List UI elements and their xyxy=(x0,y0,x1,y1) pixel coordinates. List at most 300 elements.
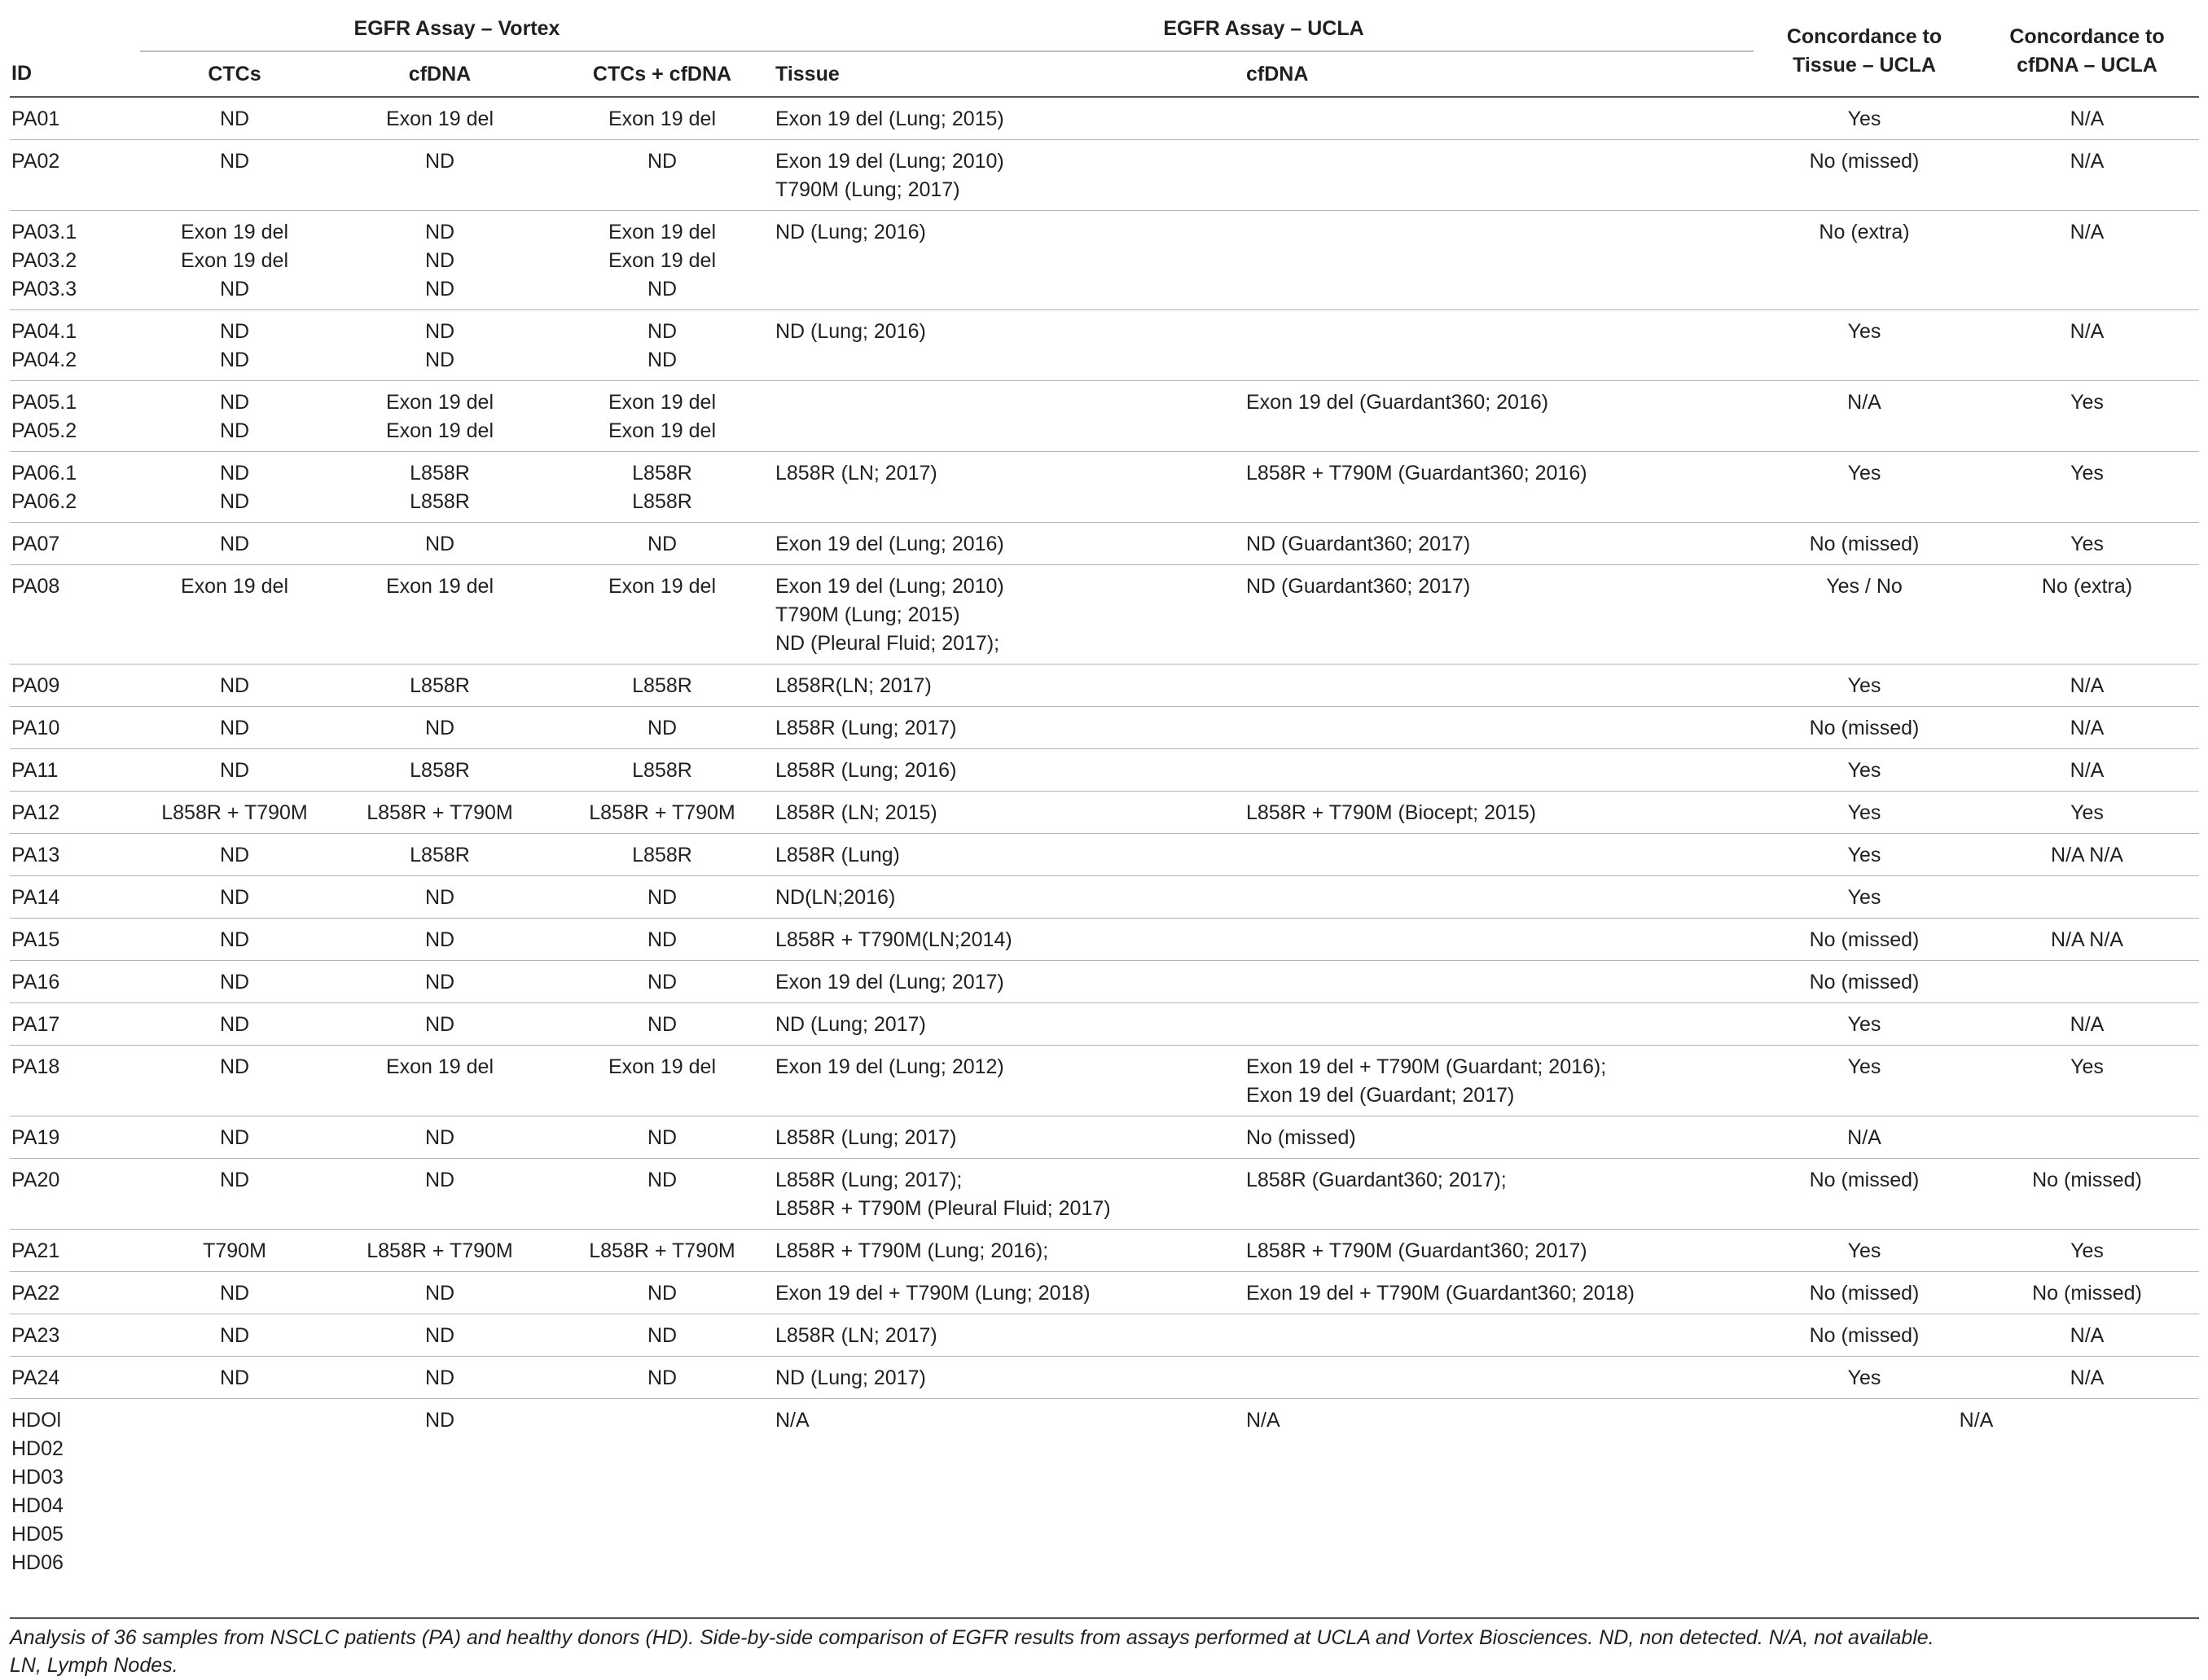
ctcs-cell-line: L858R + T790M xyxy=(161,801,308,824)
ctcs-cell-line: ND xyxy=(219,886,250,909)
cfdna-cell-line: ND xyxy=(424,1282,455,1305)
table-caption xyxy=(10,1617,2199,1679)
cfdna-cell-line: ND xyxy=(424,533,455,555)
id-cell-line: PA02 xyxy=(11,150,60,173)
concordance-cfdna-cell: No (extra) xyxy=(1975,565,2199,665)
id-cell-line: PA16 xyxy=(11,971,60,994)
ctcs-cell-line: ND xyxy=(219,1169,250,1191)
ctcs-cell xyxy=(140,452,329,523)
id-cell-line: PA07 xyxy=(11,533,60,555)
id-cell-line: PA06.2 xyxy=(11,490,77,513)
concordance-cfdna-cell: N/A xyxy=(1975,1314,2199,1357)
id-cell-line: PA12 xyxy=(11,801,60,824)
concordance-cfdna-header xyxy=(1975,7,2199,97)
tissue-cell-line: Exon 19 del (Lung; 2017) xyxy=(775,971,1004,994)
ctcs-cell xyxy=(140,1357,329,1399)
id-cell xyxy=(10,310,140,381)
ctcs-cell-line: T790M xyxy=(203,1239,266,1262)
cfdna-cell xyxy=(329,707,551,749)
id-cell-line: PA06.1 xyxy=(11,462,77,485)
ctcs-cell-line: ND xyxy=(219,1366,250,1389)
tissue-cell-line: ND (Pleural Fluid; 2017); xyxy=(775,632,1000,655)
ucla-cfdna-cell xyxy=(1244,565,1754,665)
id-cell-line: PA11 xyxy=(11,759,59,782)
cfdna-cell-line: ND xyxy=(424,1366,455,1389)
ctcs-cell-line: ND xyxy=(219,349,250,371)
cfdna-cell-line: ND xyxy=(424,928,455,951)
tissue-cell-line: Exon 19 del (Lung; 2016) xyxy=(775,533,1004,555)
id-cell xyxy=(10,961,140,1003)
concordance-cfdna-cell: N/A xyxy=(1975,310,2199,381)
concordance-cfdna-cell: N/A xyxy=(1975,1357,2199,1399)
concordance-cfdna-cell: N/A xyxy=(1975,749,2199,792)
id-cell-line: PA14 xyxy=(11,886,60,909)
cfdna-cell-line: L858R xyxy=(410,490,470,513)
concordance-cfdna-cell: N/A xyxy=(1975,707,2199,749)
ctcs-cell-line: ND xyxy=(219,1282,250,1305)
table-row xyxy=(10,565,2199,665)
ctcs-cell-line: ND xyxy=(219,844,250,866)
tissue-cell xyxy=(774,1357,1244,1399)
ucla-cfdna-cell xyxy=(1244,1314,1754,1357)
ctcs-cfdna-cell-line: ND xyxy=(647,928,678,951)
concordance-cfdna-cell: Yes xyxy=(1975,792,2199,834)
cfdna-cell: ND xyxy=(329,1399,551,1584)
id-cell-line: HDOl xyxy=(11,1409,62,1432)
cfdna-cell-line: ND xyxy=(424,886,455,909)
concordance-cfdna-cell: Yes xyxy=(1975,523,2199,565)
ucla-cfdna-header: cfDNA xyxy=(1244,51,1754,97)
ctcs-cfdna-cell-line: ND xyxy=(647,320,678,343)
ctcs-cfdna-cell-line: ND xyxy=(647,1282,678,1305)
ctcs-cfdna-cell xyxy=(551,1230,774,1272)
cfdna-cell xyxy=(329,381,551,452)
cfdna-cell-line: L858R xyxy=(410,674,470,697)
ctcs-cfdna-cell-line: ND xyxy=(647,278,678,300)
table-row xyxy=(10,1357,2199,1399)
id-cell-line: PA03.2 xyxy=(11,249,77,272)
cfdna-cell-line: ND xyxy=(424,1324,455,1347)
tissue-cell xyxy=(774,961,1244,1003)
ctcs-cfdna-cell xyxy=(551,1159,774,1230)
ctcs-cfdna-cell-line: Exon 19 del xyxy=(608,221,717,243)
ctcs-cfdna-cell-line: ND xyxy=(647,1013,678,1036)
table-row xyxy=(10,1230,2199,1272)
cfdna-cell xyxy=(329,1272,551,1314)
ctcs-cfdna-cell-line: Exon 19 del xyxy=(608,391,717,414)
ctcs-cell-line: ND xyxy=(219,717,250,739)
table-row xyxy=(10,1046,2199,1116)
ctcs-cell-line: ND xyxy=(219,1126,250,1149)
ctcs-cfdna-cell-line: ND xyxy=(647,1366,678,1389)
ucla-cfdna-cell-line: L858R (Guardant360; 2017); xyxy=(1246,1169,1507,1191)
ucla-cfdna-cell xyxy=(1244,876,1754,919)
concordance-tissue-cell: Yes xyxy=(1754,97,1975,140)
id-cell xyxy=(10,876,140,919)
id-cell-line: PA15 xyxy=(11,928,60,951)
ctcs-header: CTCs xyxy=(140,51,329,97)
id-cell-line: PA20 xyxy=(11,1169,60,1191)
id-cell-line: PA10 xyxy=(11,717,60,739)
table-row xyxy=(10,876,2199,919)
id-cell-line: HD06 xyxy=(11,1551,64,1574)
id-cell-line: PA08 xyxy=(11,575,60,598)
ctcs-cell-line: ND xyxy=(219,1324,250,1347)
ucla-cfdna-cell xyxy=(1244,310,1754,381)
ctcs-cell-line: ND xyxy=(219,1013,250,1036)
ctcs-cfdna-cell-line: L858R + T790M xyxy=(589,1239,735,1262)
concordance-tissue-header-line2: Tissue – UCLA xyxy=(1793,54,1936,77)
concordance-cfdna-cell: Yes xyxy=(1975,381,2199,452)
tissue-cell xyxy=(774,97,1244,140)
concordance-cfdna-cell: N/A xyxy=(1975,1003,2199,1046)
id-cell xyxy=(10,665,140,707)
cfdna-cell-line: Exon 19 del xyxy=(385,419,494,442)
table-row xyxy=(10,961,2199,1003)
healthy-donor-row xyxy=(10,1399,2199,1584)
ctcs-cell xyxy=(140,1046,329,1116)
ctcs-cfdna-cell xyxy=(551,97,774,140)
concordance-tissue-cell: Yes xyxy=(1754,1357,1975,1399)
ctcs-cell xyxy=(140,707,329,749)
ucla-cfdna-cell xyxy=(1244,919,1754,961)
ctcs-cell xyxy=(140,834,329,876)
tissue-cell xyxy=(774,792,1244,834)
ucla-cfdna-cell xyxy=(1244,1116,1754,1159)
ucla-cfdna-cell-line: ND (Guardant360; 2017) xyxy=(1246,575,1471,598)
cfdna-cell xyxy=(329,523,551,565)
ctcs-cfdna-cell xyxy=(551,211,774,310)
concordance-tissue-cell: No (missed) xyxy=(1754,1314,1975,1357)
ctcs-cfdna-cell-line: ND xyxy=(647,1324,678,1347)
id-cell xyxy=(10,140,140,211)
table-row xyxy=(10,211,2199,310)
id-cell-line: PA09 xyxy=(11,674,60,697)
tissue-cell-line: T790M (Lung; 2015) xyxy=(775,603,960,626)
concordance-tissue-cell: No (missed) xyxy=(1754,523,1975,565)
results-table-wrapper xyxy=(10,7,2199,1583)
tissue-cell xyxy=(774,919,1244,961)
cfdna-cell xyxy=(329,211,551,310)
ctcs-cell-line: Exon 19 del xyxy=(180,221,289,243)
tissue-cell-line: T790M (Lung; 2017) xyxy=(775,178,960,201)
id-cell-line: PA03.1 xyxy=(11,221,77,243)
tissue-cell-line: ND (Lung; 2016) xyxy=(775,221,926,243)
cfdna-cell-line: L858R xyxy=(410,759,470,782)
table-row xyxy=(10,792,2199,834)
ctcs-cell-line: ND xyxy=(219,971,250,994)
ctcs-cfdna-cell xyxy=(551,1357,774,1399)
tissue-cell xyxy=(774,310,1244,381)
id-cell-line: HD02 xyxy=(11,1437,64,1460)
tissue-cell xyxy=(774,1314,1244,1357)
concordance-cfdna-cell: N/A xyxy=(1975,211,2199,310)
tissue-cell xyxy=(774,876,1244,919)
tissue-cell: N/A xyxy=(774,1399,1244,1584)
concordance-tissue-cell: No (missed) xyxy=(1754,707,1975,749)
id-cell-line: PA18 xyxy=(11,1055,60,1078)
tissue-cell xyxy=(774,665,1244,707)
cfdna-cell-line: L858R + T790M xyxy=(367,1239,513,1262)
ctcs-cfdna-cell xyxy=(551,961,774,1003)
ctcs-cfdna-cell xyxy=(551,707,774,749)
id-cell-line: PA05.1 xyxy=(11,391,77,414)
concordance-tissue-cell: No (missed) xyxy=(1754,1272,1975,1314)
cfdna-cell xyxy=(329,97,551,140)
concordance-cfdna-cell: N/A xyxy=(1975,97,2199,140)
cfdna-cell-line: ND xyxy=(424,278,455,300)
tissue-cell-line: Exon 19 del (Lung; 2012) xyxy=(775,1055,1004,1078)
ucla-cfdna-cell-line: ND (Guardant360; 2017) xyxy=(1246,533,1471,555)
ctcs-cfdna-cell-line: L858R xyxy=(632,462,692,485)
table-body xyxy=(10,97,2199,1583)
concordance-tissue-cell: No (extra) xyxy=(1754,211,1975,310)
tissue-cell-line: L858R (Lung; 2016) xyxy=(775,759,957,782)
concordance-tissue-cell: No (missed) xyxy=(1754,140,1975,211)
concordance-tissue-cell: Yes xyxy=(1754,665,1975,707)
tissue-cell xyxy=(774,381,1244,452)
tissue-cell-line: L858R + T790M(LN;2014) xyxy=(775,928,1012,951)
tissue-cell xyxy=(774,565,1244,665)
ctcs-cell-line: ND xyxy=(219,674,250,697)
tissue-cell-line: L858R (Lung) xyxy=(775,844,900,866)
ctcs-cell xyxy=(140,1116,329,1159)
cfdna-cell-line: ND xyxy=(424,150,455,173)
ctcs-cell-line: Exon 19 del xyxy=(180,575,289,598)
ctcs-cfdna-cell-line: Exon 19 del xyxy=(608,575,717,598)
table-row xyxy=(10,140,2199,211)
cfdna-cell-line: ND xyxy=(424,1169,455,1191)
ctcs-cfdna-cell-line: ND xyxy=(647,349,678,371)
ctcs-cfdna-cell-line: Exon 19 del xyxy=(608,107,717,130)
cfdna-cell xyxy=(329,1116,551,1159)
id-cell xyxy=(10,565,140,665)
id-cell-line: HD03 xyxy=(11,1466,64,1489)
tissue-cell-line: ND (Lung; 2017) xyxy=(775,1013,926,1036)
tissue-cell xyxy=(774,707,1244,749)
ctcs-cfdna-cell xyxy=(551,310,774,381)
cfdna-cell-line: ND xyxy=(424,1126,455,1149)
ctcs-cell xyxy=(140,665,329,707)
tissue-cell-line: L858R (Lung; 2017); xyxy=(775,1169,963,1191)
ctcs-cell xyxy=(140,1272,329,1314)
ctcs-cfdna-cell-line: ND xyxy=(647,971,678,994)
id-cell xyxy=(10,834,140,876)
ctcs-cell-line: ND xyxy=(219,278,250,300)
table-row xyxy=(10,1272,2199,1314)
ctcs-cell xyxy=(140,1314,329,1357)
concordance-tissue-cell: No (missed) xyxy=(1754,1159,1975,1230)
ctcs-cfdna-cell xyxy=(551,876,774,919)
table-row xyxy=(10,1314,2199,1357)
ctcs-cell xyxy=(140,961,329,1003)
ctcs-cfdna-cell-line: L858R xyxy=(632,490,692,513)
table-row xyxy=(10,1116,2199,1159)
table-row xyxy=(10,97,2199,140)
id-cell xyxy=(10,452,140,523)
concordance-tissue-cell: Yes / No xyxy=(1754,565,1975,665)
cfdna-cell-line: ND xyxy=(424,349,455,371)
cfdna-cell-line: L858R xyxy=(410,462,470,485)
ctcs-cell xyxy=(140,565,329,665)
ctcs-cell xyxy=(140,381,329,452)
caption-line-1: Analysis of 36 samples from NSCLC patients (PA) and healthy donors (HD). Side-by-side comparison of EGFR results from assays performed at UCLA and Vortex Biosciences. ND, non detected. N/A, not available. xyxy=(10,1626,1934,1649)
tissue-cell-line: ND (Lung; 2016) xyxy=(775,320,926,343)
tissue-cell-line: L858R + T790M (Lung; 2016); xyxy=(775,1239,1049,1262)
ctcs-cfdna-cell-line: L858R xyxy=(632,674,692,697)
id-header: ID xyxy=(10,51,140,97)
cfdna-cell-line: ND xyxy=(424,249,455,272)
ctcs-cfdna-cell xyxy=(551,140,774,211)
tissue-cell-line: L858R (LN; 2017) xyxy=(775,1324,937,1347)
ctcs-cell-line: ND xyxy=(219,1055,250,1078)
tissue-cell xyxy=(774,1159,1244,1230)
tissue-cell-line: Exon 19 del + T790M (Lung; 2018) xyxy=(775,1282,1091,1305)
tissue-cell-line: ND(LN;2016) xyxy=(775,886,896,909)
ctcs-cell xyxy=(140,792,329,834)
tissue-cell-line: L858R (Lung; 2017) xyxy=(775,717,957,739)
id-cell-line: PA04.2 xyxy=(11,349,77,371)
id-cell xyxy=(10,381,140,452)
concordance-tissue-header-line1: Concordance to xyxy=(1786,25,1942,48)
id-cell-line: PA19 xyxy=(11,1126,60,1149)
ctcs-cell-line: ND xyxy=(219,419,250,442)
ucla-cfdna-cell-line: L858R + T790M (Biocept; 2015) xyxy=(1246,801,1537,824)
concordance-tissue-cell: N/A xyxy=(1754,381,1975,452)
concordance-cfdna-cell: N/A N/A xyxy=(1975,919,2199,961)
ucla-cfdna-cell xyxy=(1244,97,1754,140)
ucla-cfdna-cell xyxy=(1244,523,1754,565)
id-cell xyxy=(10,1357,140,1399)
ucla-cfdna-cell xyxy=(1244,1159,1754,1230)
cfdna-cell xyxy=(329,1314,551,1357)
ctcs-cfdna-cell-line: ND xyxy=(647,717,678,739)
concordance-cfdna-cell: Yes xyxy=(1975,452,2199,523)
ctcs-cell-line: ND xyxy=(219,150,250,173)
ctcs-cell xyxy=(140,919,329,961)
ctcs-cfdna-cell-line: ND xyxy=(647,150,678,173)
ctcs-cell xyxy=(140,97,329,140)
ctcs-cell xyxy=(140,876,329,919)
cfdna-cell xyxy=(329,665,551,707)
tissue-cell-line: L858R (Lung; 2017) xyxy=(775,1126,957,1149)
cfdna-cell xyxy=(329,1003,551,1046)
table-row xyxy=(10,665,2199,707)
concordance-cell: N/A xyxy=(1754,1399,2199,1584)
tissue-cell xyxy=(774,140,1244,211)
id-cell xyxy=(10,1003,140,1046)
ctcs-cell-line: Exon 19 del xyxy=(180,249,289,272)
concordance-cfdna-header-line2: cfDNA – UCLA xyxy=(2017,54,2158,77)
ctcs-cfdna-cell xyxy=(551,1046,774,1116)
ucla-cfdna-cell xyxy=(1244,381,1754,452)
table-row xyxy=(10,707,2199,749)
ctcs-cell xyxy=(140,1159,329,1230)
cfdna-cell xyxy=(329,452,551,523)
cfdna-cell xyxy=(329,1046,551,1116)
cfdna-cell xyxy=(329,919,551,961)
ucla-cfdna-cell-line: No (missed) xyxy=(1246,1126,1356,1149)
concordance-tissue-cell: N/A xyxy=(1754,1116,1975,1159)
tissue-header: Tissue xyxy=(774,51,1244,97)
concordance-tissue-cell: Yes xyxy=(1754,792,1975,834)
ucla-cfdna-cell-line: Exon 19 del + T790M (Guardant; 2016); xyxy=(1246,1055,1607,1078)
ctcs-cell xyxy=(140,211,329,310)
egfr-results-table xyxy=(10,7,2199,1583)
ctcs-cfdna-cell xyxy=(551,749,774,792)
cfdna-cell xyxy=(329,1357,551,1399)
id-cell xyxy=(10,707,140,749)
tissue-cell xyxy=(774,834,1244,876)
ucla-cfdna-cell xyxy=(1244,1357,1754,1399)
cfdna-cell-line: ND xyxy=(424,1013,455,1036)
cfdna-cell xyxy=(329,749,551,792)
table-row xyxy=(10,834,2199,876)
id-cell xyxy=(10,1159,140,1230)
ctcs-cell-line: ND xyxy=(219,107,250,130)
table-row xyxy=(10,749,2199,792)
id-cell xyxy=(10,211,140,310)
ctcs-cfdna-cell xyxy=(551,1116,774,1159)
ucla-cfdna-cell xyxy=(1244,1272,1754,1314)
id-cell xyxy=(10,792,140,834)
ucla-cfdna-cell xyxy=(1244,665,1754,707)
cfdna-cell-line: L858R xyxy=(410,844,470,866)
concordance-tissue-cell: Yes xyxy=(1754,310,1975,381)
cfdna-cell xyxy=(329,310,551,381)
id-cell xyxy=(10,749,140,792)
ctcs-cfdna-cell xyxy=(551,834,774,876)
id-cell-line: PA05.2 xyxy=(11,419,77,442)
table-row xyxy=(10,523,2199,565)
table-row xyxy=(10,1159,2199,1230)
table-row xyxy=(10,381,2199,452)
tissue-cell-line: ND (Lung; 2017) xyxy=(775,1366,926,1389)
cfdna-cell xyxy=(329,1159,551,1230)
ctcs-cfdna-cell-line: L858R + T790M xyxy=(589,801,735,824)
id-cell-line: PA04.1 xyxy=(11,320,77,343)
concordance-cfdna-header-line1: Concordance to xyxy=(2009,25,2165,48)
cfdna-cell-line: L858R + T790M xyxy=(367,801,513,824)
concordance-tissue-cell: Yes xyxy=(1754,1230,1975,1272)
table-row xyxy=(10,1003,2199,1046)
concordance-tissue-cell: Yes xyxy=(1754,834,1975,876)
ctcs-cfdna-cell xyxy=(551,792,774,834)
concordance-cfdna-cell: Yes xyxy=(1975,1230,2199,1272)
concordance-tissue-cell: Yes xyxy=(1754,1046,1975,1116)
ctcs-cfdna-cell xyxy=(551,565,774,665)
ctcs-cfdna-cell xyxy=(551,1003,774,1046)
tissue-cell xyxy=(774,211,1244,310)
ucla-cfdna-cell xyxy=(1244,452,1754,523)
ctcs-cfdna-cell xyxy=(551,381,774,452)
concordance-tissue-cell: Yes xyxy=(1754,749,1975,792)
ctcs-cfdna-cell xyxy=(551,1272,774,1314)
cfdna-cell-line: Exon 19 del xyxy=(385,107,494,130)
ctcs-cfdna-cell-line: L858R xyxy=(632,759,692,782)
table-row xyxy=(10,310,2199,381)
ctcs-cfdna-cell xyxy=(551,523,774,565)
concordance-cfdna-cell xyxy=(1975,961,2199,1003)
caption-line-2: LN, Lymph Nodes. xyxy=(10,1654,178,1677)
id-cell-line: PA23 xyxy=(11,1324,60,1347)
tissue-cell-line: Exon 19 del (Lung; 2010) xyxy=(775,150,1004,173)
id-cell xyxy=(10,97,140,140)
ctcs-cell-line: ND xyxy=(219,928,250,951)
cfdna-cell-line: ND xyxy=(424,221,455,243)
id-cell-line: HD05 xyxy=(11,1523,64,1546)
ucla-cfdna-cell xyxy=(1244,211,1754,310)
